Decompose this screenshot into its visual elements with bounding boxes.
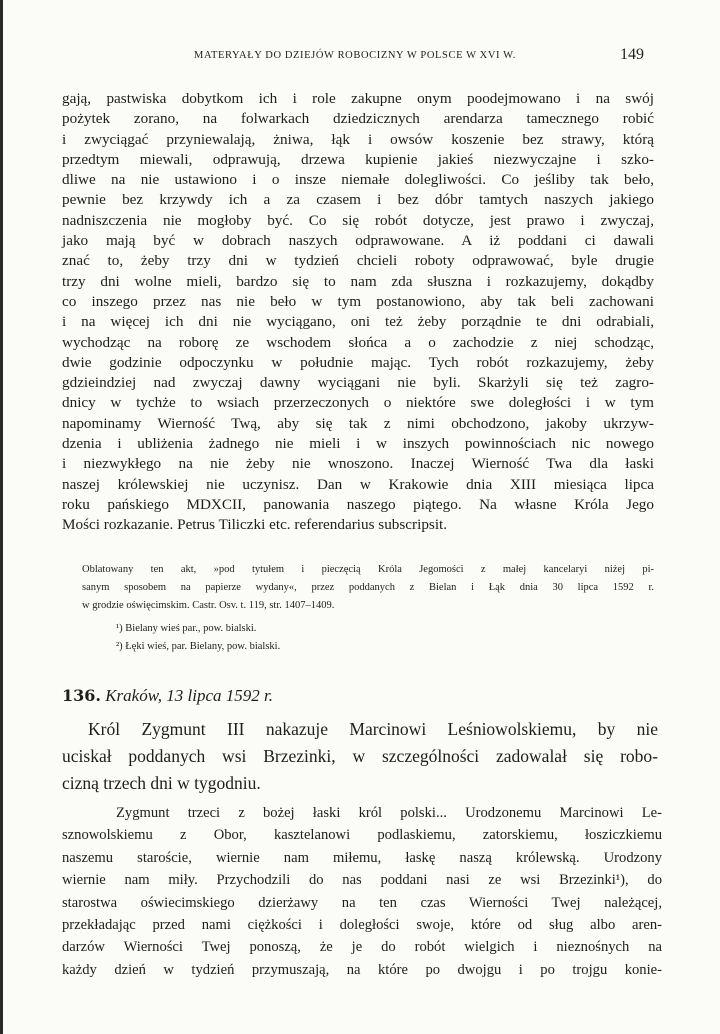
document-letter-text [62, 802, 662, 981]
document-place-date: Kraków, 13 lipca 1592 r. [105, 686, 274, 705]
page-number: 149 [620, 46, 644, 63]
text-line: roku pańskiego MDXCII, panowania naszego piątego. Na własne Króla Jego [62, 495, 654, 513]
text-line: i na więcej ich dni nie wyciągano, oni też żeby porządnie te dni odrabiali, [62, 313, 654, 331]
letter-line: wiernie nam miły. Przychodzili do nas poddani nasi ze wsi Brzezinki¹), do [62, 872, 662, 889]
text-line: dnicy w tychże to wsiach przerzeczonych o niektóre swe doległości i w tym [62, 394, 654, 412]
document-number: 136. [62, 686, 101, 705]
text-line: jako mają być w dobrach naszych odprawowane. A iż poddani ci dawali [62, 232, 654, 250]
text-line: i niezwykłego na nie żeby nie wnoszono. Inaczej Wierność Twa dla łaski [62, 455, 654, 473]
page-edge-shadow [0, 0, 3, 1034]
summary-line: Król Zygmunt III nakazuje Marcinowi Leśniowolskiemu, by nie [88, 719, 658, 739]
text-line: przedtym miewali, odprawują, drzewa kupienie jakieś niezwyczajne i szko- [62, 150, 654, 168]
text-line: dwie godzinie odpoczynku w południe mając. Tych robót rozkazujemy, żeby [62, 353, 654, 371]
running-head: MATERYAŁY DO DZIEJÓW ROBOCIZNY W POLSCE W XVI W. [194, 50, 516, 61]
letter-line: każdy dzień w tydzień przymuszają, na które po dwojgu i po trojgu konie- [62, 961, 662, 978]
text-line: pewnie bez krzywdy ich a za czasem i bez dóbr tamtych naszych jakiego [62, 191, 654, 209]
text-line: co inszego przez nas nie beło w tym postanowiono, aby tak beli zachowani [62, 292, 654, 310]
source-note-line: Oblatowany ten akt, »pod tytułem i pieczęcią Króla Jegomości z małej kancelaryi niżej pi- [82, 564, 654, 575]
source-note [82, 561, 654, 615]
letter-line: darzów Wierności Twej ponoszą, że je do robót wielgich i nieznośnych na [62, 939, 662, 956]
letter-line: naszemu staroście, wiernie nam miłemu, łaskę naszą królewską. Urodzony [62, 849, 662, 866]
text-line: trzy dni wolne mieli, bardzo się to nam zda słuszna i rozkazujemy, dokądby [62, 272, 654, 290]
letter-line: starostwa oświecimskiego dzierżawy na ten czas Wierności Twej należącej, [62, 894, 662, 911]
footnote-2: ²) Łęki wieś, par. Bielany, pow. bialski. [116, 641, 281, 652]
text-line: napominamy Wierność Twą, aby się tak z nimi obchodzono, jakoby ukrzyw- [62, 414, 654, 432]
summary-line: uciskał poddanych wsi Brzezinki, w szczególności zadowalał się robo- [62, 746, 658, 766]
source-note-line: w grodzie oświęcimskim. Castr. Osv. t. 119, str. 1407–1409. [82, 600, 335, 611]
document-summary [62, 716, 658, 797]
continued-document-text [62, 89, 654, 536]
summary-line: cizną trzech dni w tygodniu. [62, 773, 261, 793]
footnote-1: ¹) Bielany wieś par., pow. bialski. [116, 623, 257, 634]
letter-line: Zygmunt trzeci z bożej łaski król polski... Urodzonemu Marcinowi Le- [116, 805, 662, 821]
document-heading [62, 686, 273, 706]
text-line: nadniszczenia nie mogłoby być. Co się robót dotycze, jest prawo i zwyczaj, [62, 211, 654, 229]
text-line: dliwe na nie ustawiono i o insze niemałe dolegliwości. Co jeśliby tak beło, [62, 171, 654, 189]
text-line: pożytek zorano, na folwarkach dziedzicznych arendarza tamecznego robić [62, 110, 654, 128]
text-line: wychodząc na roborę ze wschodem słońca a o zachodzie z niej schodząc, [62, 333, 654, 351]
text-line: dzenia i ubliżenia żadnego nie mieli i w inszych powinnościach nic nowego [62, 435, 654, 453]
text-line: gdzieindziej nad zwyczaj dawny wyciągani nie byli. Skarżyli się też zagro- [62, 374, 654, 392]
letter-line: przekładając przed nami ciężkości i doległości swoje, które od sług albo aren- [62, 917, 662, 934]
letter-line: sznowolskiemu z Obor, kasztelanowi podlaskiemu, zatorskiemu, łosziczkiemu [62, 827, 662, 844]
text-line: naszej królewskiej nie uczynisz. Dan w Krakowie dnia XIII miesiąca lipca [62, 475, 654, 493]
source-note-line: sanym sposobem na papierze wydany«, przez poddanych z Bielan i Łąk dnia 30 lipca 1592 r. [82, 582, 654, 593]
text-line: gają, pastwiska dobytkom ich i role zakupne onym poodejmowano i na swój [62, 90, 654, 107]
text-line: i zwyciągać przyniewalają, żniwa, łąk i owsów koszenie bez strawy, którą [62, 130, 654, 148]
text-line: znać to, żeby trzy dni w tydzień chcieli roboty odprawować, byle drugie [62, 252, 654, 270]
text-line: Mości rozkazanie. Petrus Tiliczki etc. referendarius subscripsit. [62, 516, 448, 534]
